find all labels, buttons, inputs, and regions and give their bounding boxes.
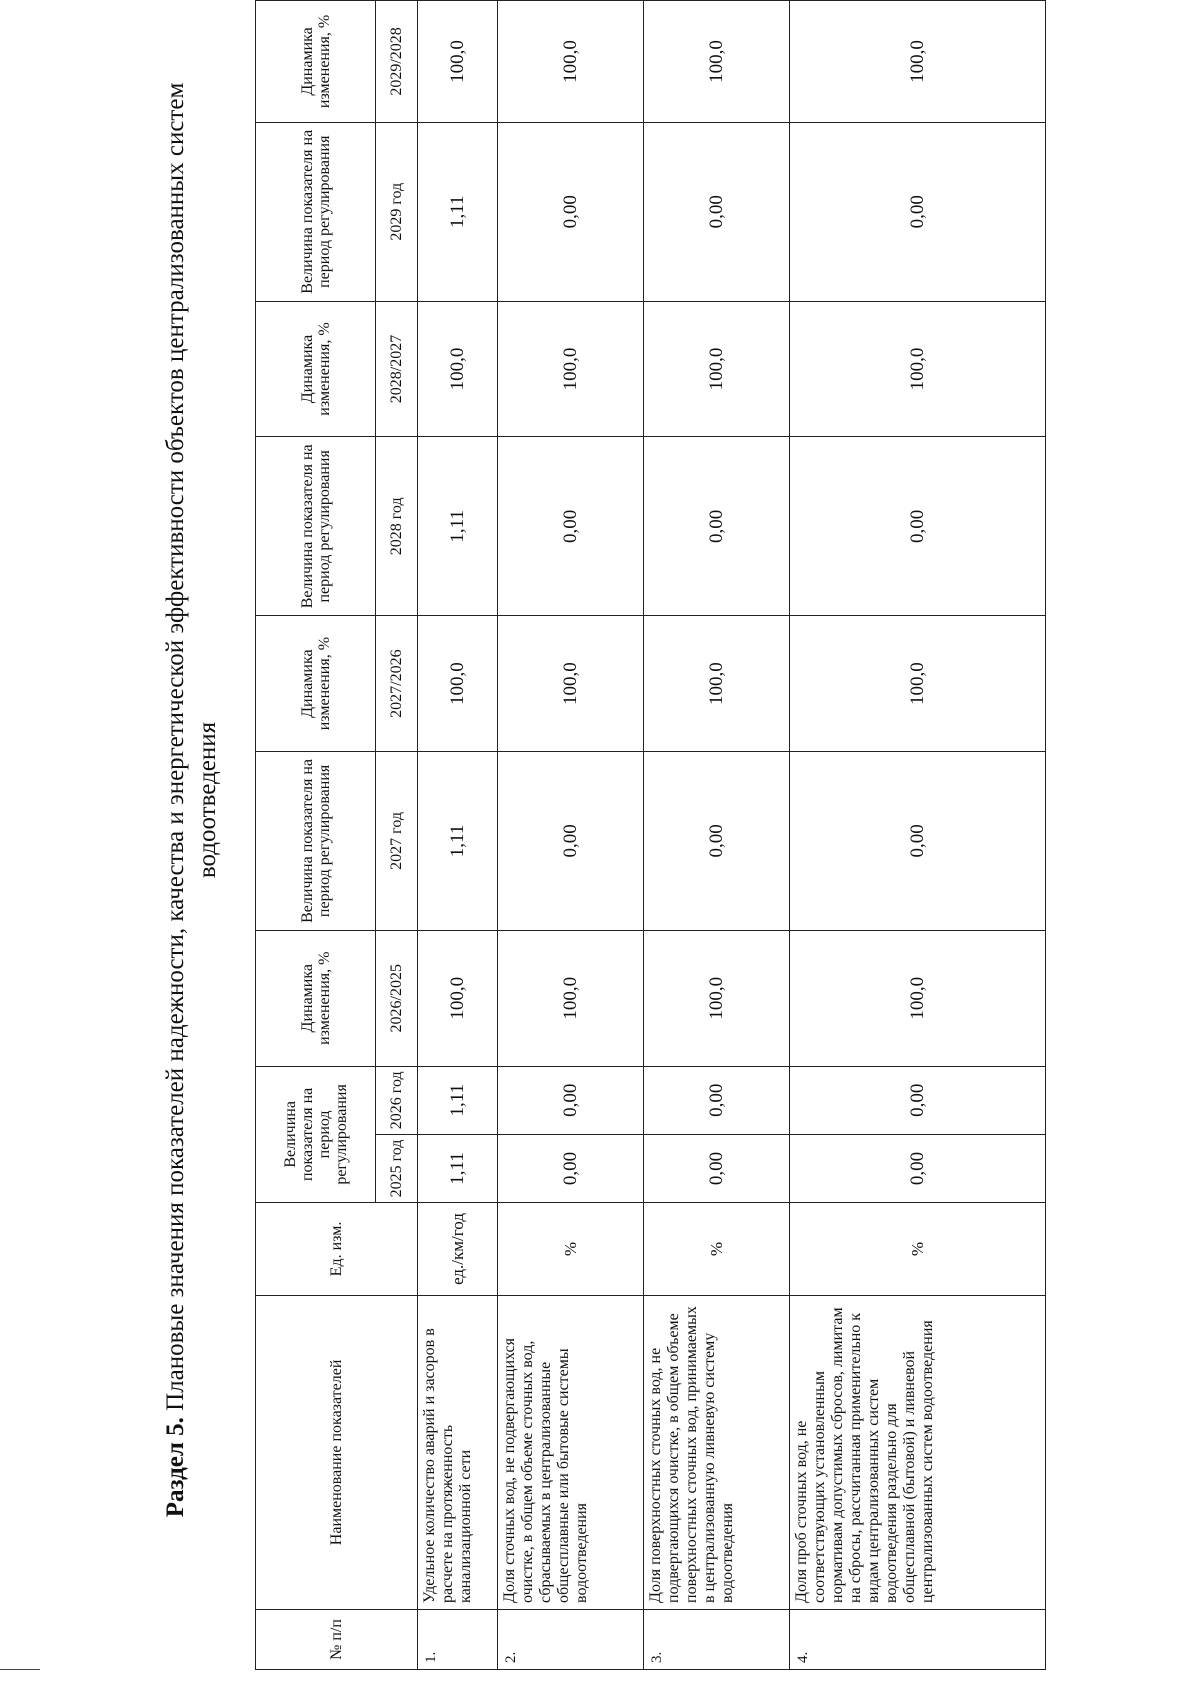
table-row — [790, 1, 1046, 1670]
row-indicator-name: Доля сточных вод, не подвергающихся очистке, в общем объеме сточных вод, сбрасываемых в централизованные общесплавные или бытовые системы водоотведения — [498, 1295, 644, 1609]
row-value-2028: 0,00 — [790, 437, 1046, 616]
row-dynamics-2027: 100,0 — [790, 616, 1046, 752]
row-indicator-name: Удельное количество аварий и засоров в расчете на протяженность канализационной сети — [418, 1295, 498, 1609]
row-number: 2. — [498, 1609, 644, 1669]
subheader-2027-2026: 2027/2026 — [376, 616, 418, 752]
header-value-2025-2026: Величина показателя на период регулирования — [256, 1066, 376, 1202]
row-dynamics-2026: 100,0 — [418, 930, 498, 1066]
row-value-2029: 0,00 — [498, 122, 644, 301]
row-value-2026: 0,00 — [644, 1066, 790, 1134]
row-value-2026: 1,11 — [418, 1066, 498, 1134]
row-dynamics-2026: 100,0 — [498, 930, 644, 1066]
row-number: 3. — [644, 1609, 790, 1669]
row-number: 1. — [418, 1609, 498, 1669]
table-header-row — [256, 1, 376, 1670]
row-value-2029: 0,00 — [644, 122, 790, 301]
row-value-2029: 0,00 — [790, 122, 1046, 301]
row-dynamics-2029: 100,0 — [790, 1, 1046, 123]
row-value-2025: 1,11 — [418, 1134, 498, 1202]
section-title — [160, 20, 224, 1580]
row-value-2025: 0,00 — [644, 1134, 790, 1202]
row-unit: ед./км/год — [418, 1203, 498, 1296]
subheader-2029: 2029 год — [376, 122, 418, 301]
header-value-2027: Величина показателя на период регулирования — [256, 752, 376, 931]
row-dynamics-2028: 100,0 — [498, 301, 644, 437]
scan-mark — [0, 1669, 40, 1670]
row-value-2028: 1,11 — [418, 437, 498, 616]
subheader-2026-2025: 2026/2025 — [376, 930, 418, 1066]
row-dynamics-2028: 100,0 — [790, 301, 1046, 437]
header-dynamics-2028: Динамика изменения, % — [256, 301, 376, 437]
row-value-2027: 0,00 — [498, 752, 644, 931]
subheader-2028: 2028 год — [376, 437, 418, 616]
row-dynamics-2029: 100,0 — [498, 1, 644, 123]
row-value-2025: 0,00 — [790, 1134, 1046, 1202]
section-number: Раздел 5. — [162, 1417, 189, 1518]
subheader-2025: 2025 год — [376, 1134, 418, 1202]
subheader-2029-2028: 2029/2028 — [376, 1, 418, 123]
header-num: № п/п — [256, 1609, 418, 1669]
row-dynamics-2028: 100,0 — [644, 301, 790, 437]
row-dynamics-2027: 100,0 — [498, 616, 644, 752]
header-dynamics-2027: Динамика изменения, % — [256, 616, 376, 752]
row-unit: % — [644, 1203, 790, 1296]
header-name: Наименование показателей — [256, 1295, 418, 1609]
row-dynamics-2029: 100,0 — [418, 1, 498, 123]
indicators-table — [255, 0, 1046, 1670]
row-dynamics-2026: 100,0 — [790, 930, 1046, 1066]
subheader-2028-2027: 2028/2027 — [376, 301, 418, 437]
row-value-2027: 1,11 — [418, 752, 498, 931]
table-row — [644, 1, 790, 1670]
row-value-2027: 0,00 — [790, 752, 1046, 931]
subheader-2026: 2026 год — [376, 1066, 418, 1134]
row-value-2027: 0,00 — [644, 752, 790, 931]
row-dynamics-2026: 100,0 — [644, 930, 790, 1066]
header-unit: Ед. изм. — [256, 1203, 418, 1296]
row-unit: % — [790, 1203, 1046, 1296]
row-dynamics-2029: 100,0 — [644, 1, 790, 123]
header-dynamics-2029: Динамика изменения, % — [256, 1, 376, 123]
subheader-2027: 2027 год — [376, 752, 418, 931]
row-unit: % — [498, 1203, 644, 1296]
row-value-2026: 0,00 — [498, 1066, 644, 1134]
row-indicator-name: Доля проб сточных вод, не соответствующих установленным нормативам допустимых сбросов, лимитам на сбросы, рассчитанная применительно к видам централизованных систем водоотведения раздельно для общесплавной (бытовой) и ливневой централизованных систем водоотведения — [790, 1295, 1046, 1609]
section-title-text: Плановые значения показателей надежности, качества и энергетической эффективности объектов централизованных систем водоотведения — [162, 82, 221, 1411]
row-dynamics-2027: 100,0 — [418, 616, 498, 752]
row-dynamics-2027: 100,0 — [644, 616, 790, 752]
row-number: 4. — [790, 1609, 1046, 1669]
row-value-2025: 0,00 — [498, 1134, 644, 1202]
header-value-2029: Величина показателя на период регулирования — [256, 122, 376, 301]
row-indicator-name: Доля поверхностных сточных вод, не подвергающихся очистке, в общем объеме поверхностных сточных вод, принимаемых в централизованную ливневую систему водоотведения — [644, 1295, 790, 1609]
row-value-2026: 0,00 — [790, 1066, 1046, 1134]
header-value-2028: Величина показателя на период регулирования — [256, 437, 376, 616]
table-row — [418, 1, 498, 1670]
row-value-2029: 1,11 — [418, 122, 498, 301]
table-row — [498, 1, 644, 1670]
row-value-2028: 0,00 — [498, 437, 644, 616]
header-dynamics-2026: Динамика изменения, % — [256, 930, 376, 1066]
row-dynamics-2028: 100,0 — [418, 301, 498, 437]
row-value-2028: 0,00 — [644, 437, 790, 616]
